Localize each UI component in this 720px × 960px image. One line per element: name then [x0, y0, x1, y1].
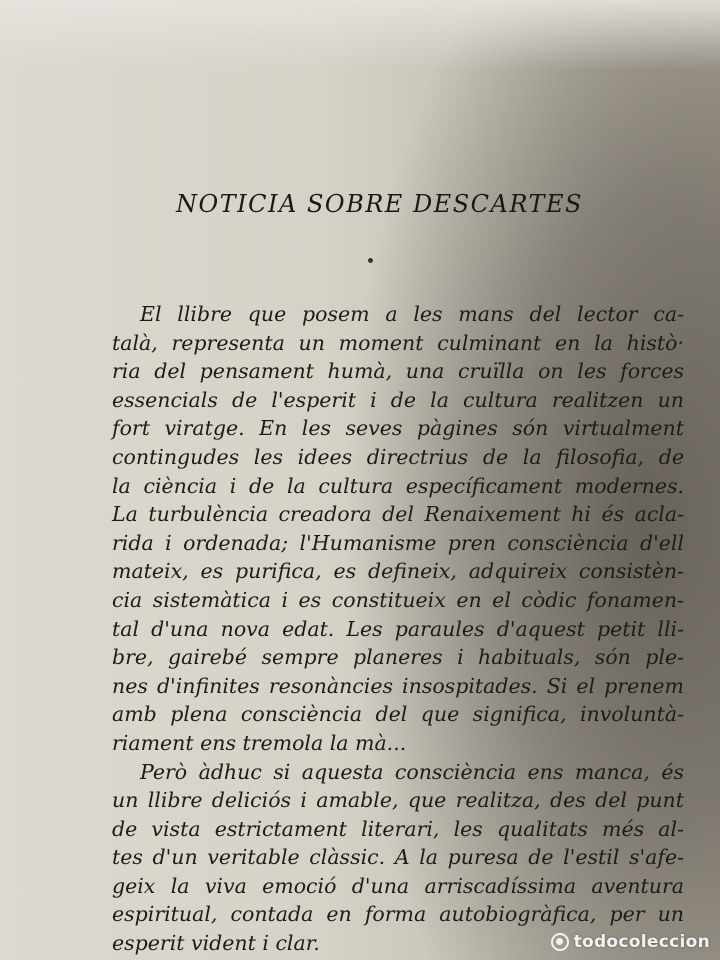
text-line: El llibre que posem a les mans del lector ca- [140, 302, 684, 326]
text-line: Però àdhuc si aquesta consciència ens manca, és [140, 759, 684, 784]
text-line: essencials de l'esperit i de la cultura realitzen un [112, 387, 684, 412]
text-line: riament ens tremola la mà... [112, 730, 407, 755]
watermark-icon [551, 933, 569, 951]
text-line: geix la viva emoció d'una arriscadíssima aventura [112, 873, 684, 898]
paragraph-2 [112, 758, 712, 958]
text-line: espiritual, contada en forma autobiogràfica, per un [112, 902, 684, 927]
text-line: rida i ordenada; l'Humanisme pren consciència d'ell [112, 530, 684, 555]
text-line: ria del pensament humà, una cruïlla on les forces [112, 359, 684, 384]
paragraph-1 [112, 300, 712, 758]
text-line: fort viratge. En les seves pàgines són virtualment [112, 416, 684, 441]
watermark-logo [551, 932, 710, 952]
text-line: talà, representa un moment culminant en la histò· [112, 330, 684, 355]
text-line: de vista estrictament literari, les qualitats més al- [112, 816, 684, 841]
text-line: nes d'infinites resonàncies insospitades. Si el prenem [112, 673, 684, 698]
chapter-heading: NOTICIA SOBRE DESCARTES [176, 190, 583, 218]
page-top-shadow [0, 0, 720, 70]
text-line: bre, gairebé sempre planeres i habituals, són ple- [112, 645, 684, 670]
text-line: tes d'un veritable clàssic. A la puresa de l'estil s'afe- [112, 845, 684, 870]
text-line: contingudes les idees directrius de la filosofia, de [112, 444, 684, 469]
text-line: La turbulència creadora del Renaixement hi és acla- [112, 502, 684, 527]
text-line: la ciència i de la cultura específicament modernes. [112, 473, 684, 498]
text-line: tal d'una nova edat. Les paraules d'aquest petit lli- [112, 616, 684, 641]
text-line: mateix, es purifica, es defineix, adquireix consistèn- [112, 559, 684, 584]
text-line: amb plena consciència del que significa, involuntà- [112, 702, 684, 727]
ornament-dot [368, 258, 373, 263]
text-line: esperit vident i clar. [112, 931, 320, 956]
text-line: cia sistemàtica i es constitueix en el còdic fonamen- [112, 587, 684, 612]
text-line: un llibre deliciós i amable, que realitza, des del punt [112, 788, 684, 813]
watermark-text: todocoleccion [573, 932, 710, 952]
body-text [112, 300, 712, 958]
